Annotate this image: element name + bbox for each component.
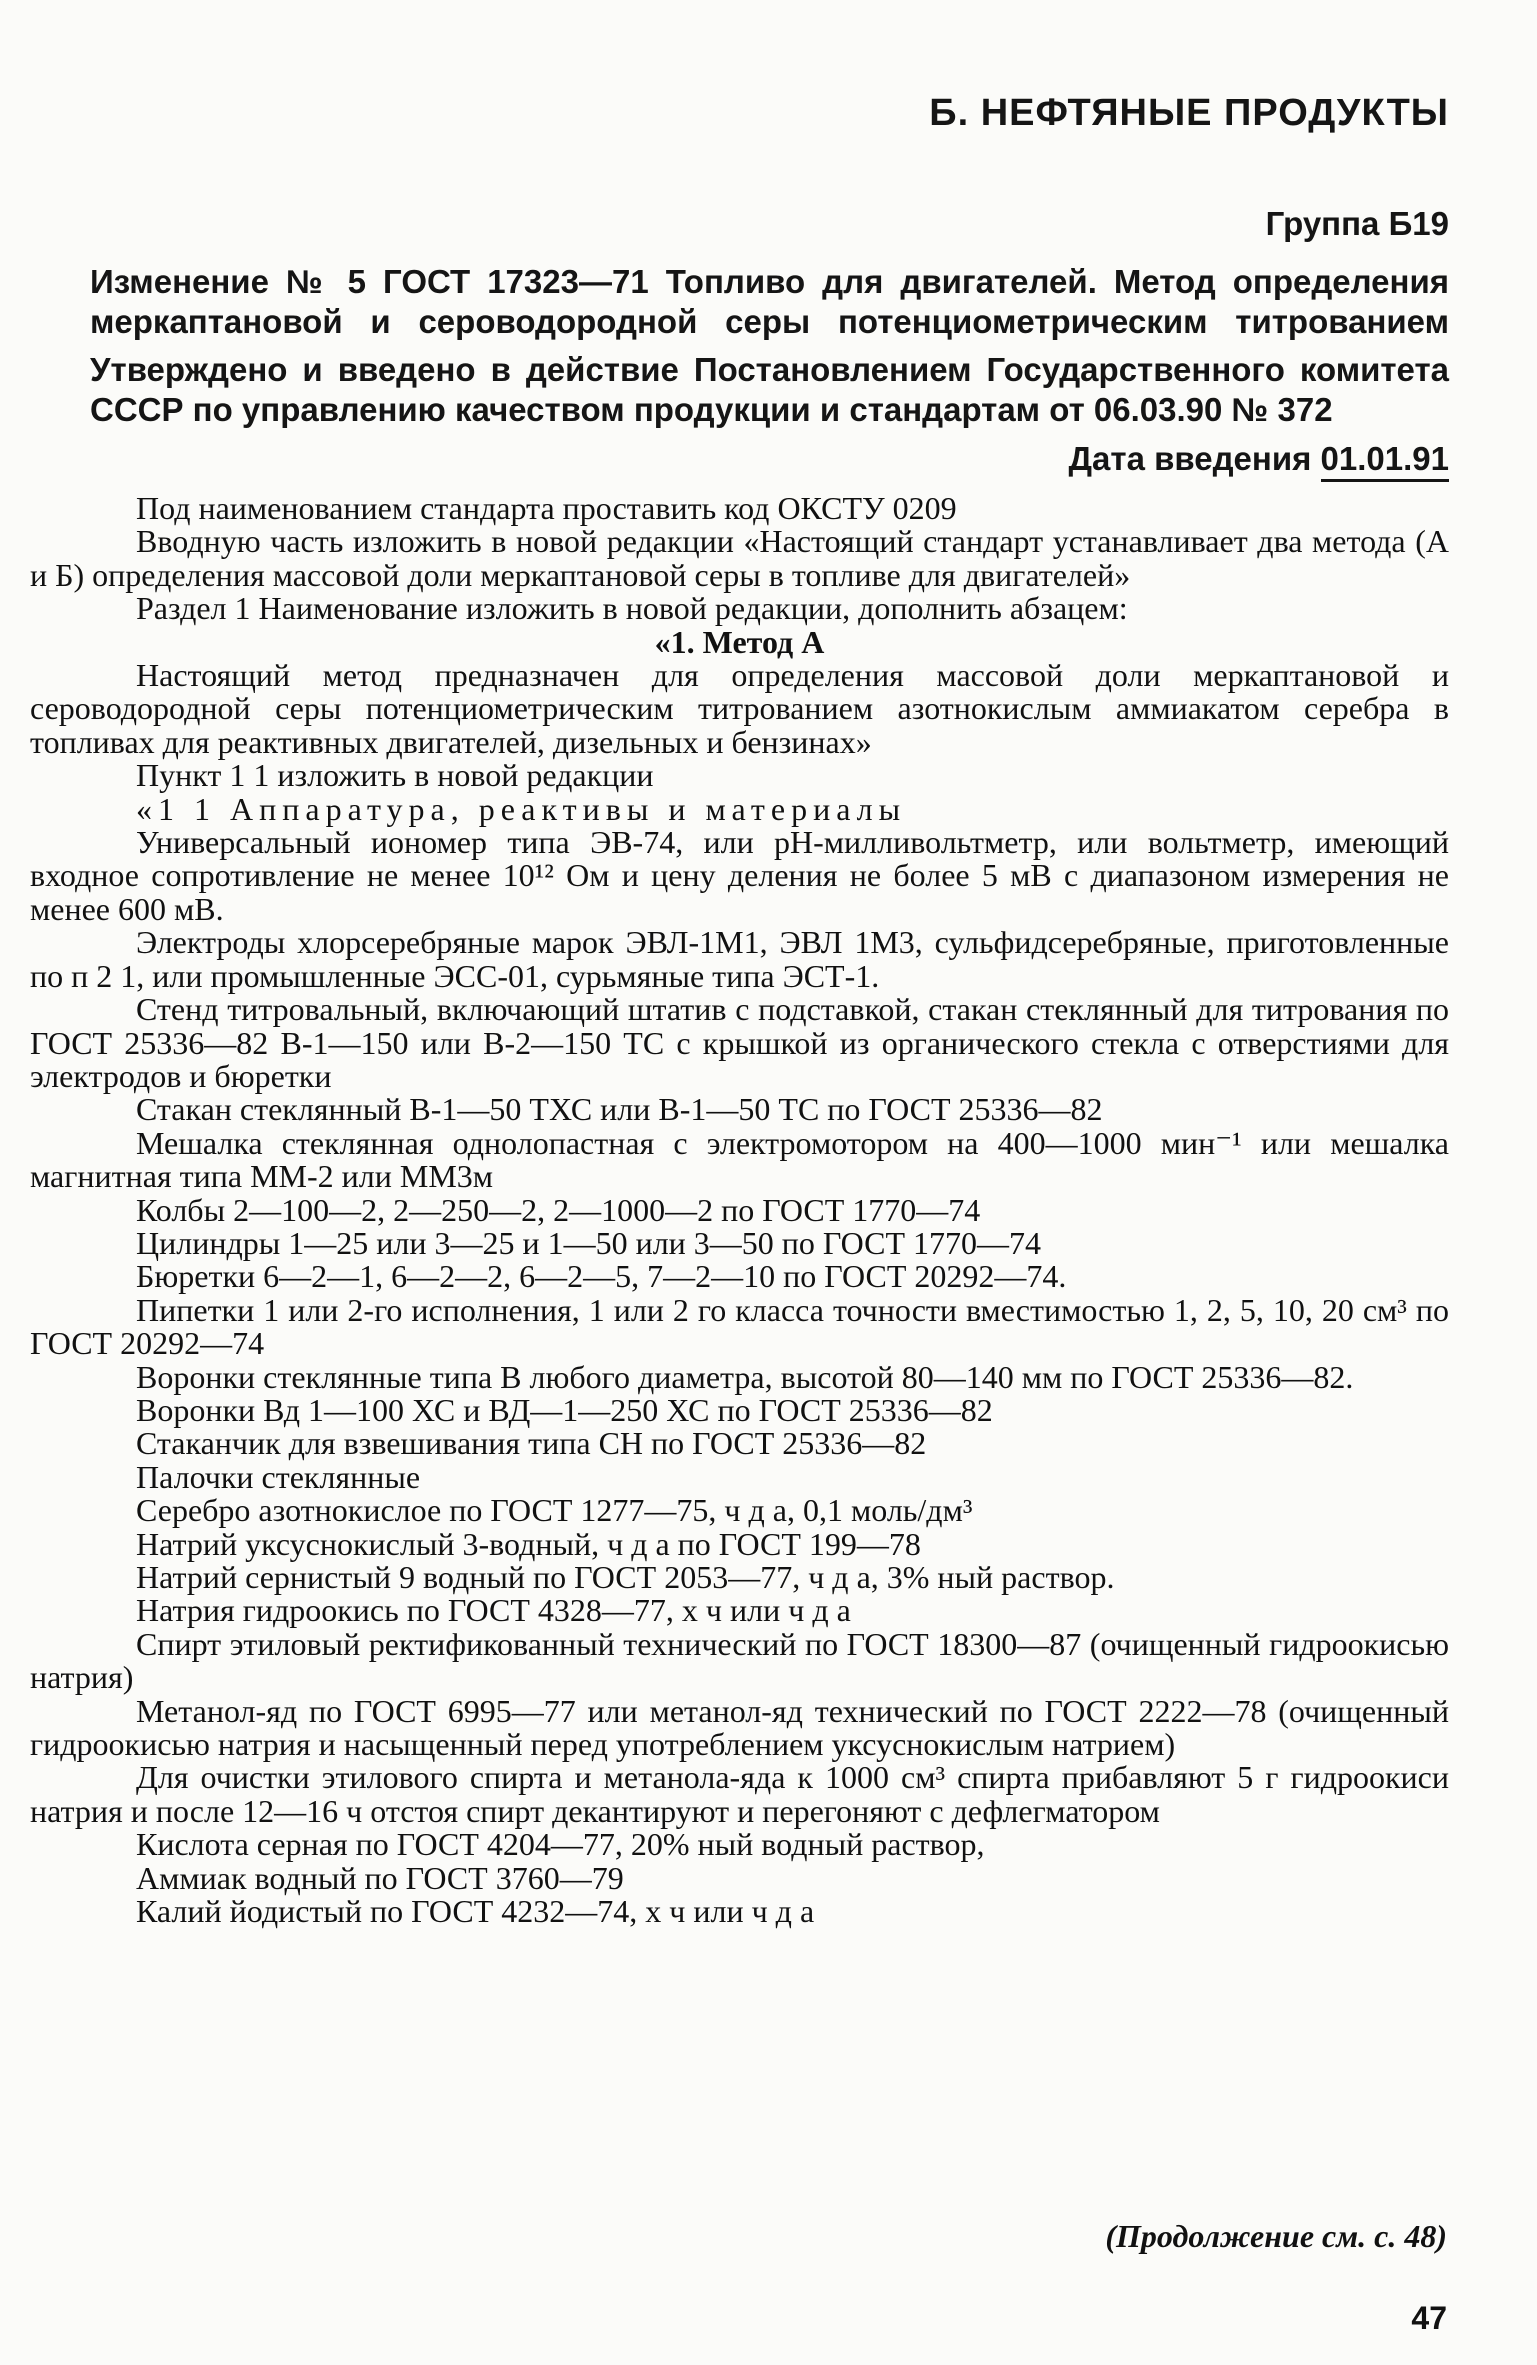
group-label: Группа Б19 xyxy=(1265,205,1449,242)
paragraph: Цилиндры 1—25 или 3—25 и 1—50 или 3—50 по ГОСТ 1770—74 xyxy=(136,1224,1042,1261)
paragraph: Раздел 1 Наименование изложить в новой редакции, дополнить абзацем: xyxy=(136,590,1128,627)
paragraph: Пипетки 1 или 2-го исполнения, 1 или 2 го класса точности вместимостью 1, 2, 5, 10, 20 см³ по ГОСТ 20292—74 xyxy=(30,1291,1449,1362)
page-number: 47 xyxy=(1411,2300,1447,2336)
paragraph: Воронки стеклянные типа В любого диаметра, высотой 80—140 мм по ГОСТ 25336—82. xyxy=(136,1358,1354,1395)
effective-date-value: 01.01.91 xyxy=(1321,440,1449,482)
section-heading: Б. НЕФТЯНЫЕ ПРОДУКТЫ xyxy=(929,92,1449,134)
paragraph: Натрий сернистый 9 водный по ГОСТ 2053—77, ч д а, 3% ный раствор. xyxy=(136,1559,1115,1595)
effective-date xyxy=(90,440,1449,478)
paragraph: Натрия гидроокись по ГОСТ 4328—77, х ч или ч д а xyxy=(136,1592,851,1629)
paragraph: Мешалка стеклянная однолопастная с электромотором на 400—1000 мин⁻¹ или мешалка магнитная типа ММ-2 или ММ3м xyxy=(30,1124,1449,1195)
continuation-note: (Продолжение см. с. 48) xyxy=(1105,2218,1447,2254)
paragraph: Кислота серная по ГОСТ 4204—77, 20% ный водный раствор, xyxy=(136,1826,985,1863)
paragraph: Бюретки 6—2—1, 6—2—2, 6—2—5, 7—2—10 по ГОСТ 20292—74. xyxy=(136,1258,1067,1295)
paragraph: Электроды хлорсеребряные марок ЭВЛ-1М1, ЭВЛ 1М3, сульфидсеребряные, приготовленные по п 2 1, или промышленные ЭСС-01, сурьмяные типа ЭСТ-1. xyxy=(30,924,1449,994)
effective-date-label: Дата введения xyxy=(1068,440,1321,477)
paragraph: Стаканчик для взвешивания типа СН по ГОСТ 25336—82 xyxy=(136,1425,927,1462)
paragraph: Спирт этиловый ректификованный технический по ГОСТ 18300—87 (очищенный гидроокисью натрия) xyxy=(30,1625,1449,1696)
paragraph: Калий йодистый по ГОСТ 4232—74, х ч или ч д а xyxy=(136,1893,815,1930)
paragraph: Пункт 1 1 изложить в новой редакции xyxy=(136,757,654,794)
amendment-title: Изменение № 5 ГОСТ 17323—71 Топливо для двигателей. Метод определения меркаптановой и сероводородной серы потенциометрическим титрованием xyxy=(90,263,1449,340)
paragraph: Серебро азотнокислое по ГОСТ 1277—75, ч д а, 0,1 моль/дм³ xyxy=(136,1492,973,1529)
method-heading: «1. Метод А xyxy=(654,623,825,660)
paragraph: Стенд титровальный, включающий штатив с подставкой, стакан стеклянный для титрования по ГОСТ 25336—82 В-1—150 или В-2—150 ТС с крышкой из органического стекла с отверстиями для электродов и бюретки xyxy=(30,991,1449,1094)
paragraph: Метанол-яд по ГОСТ 6995—77 или метанол-яд технический по ГОСТ 2222—78 (очищенный гидроокисью натрия и насыщенный перед употреблением уксуснокислым натрием) xyxy=(30,1692,1449,1763)
paragraph: Настоящий метод предназначен для определения массовой доли меркаптановой и сероводородной серы потенциометрическим титрованием азотнокислым аммиакатом серебра в топливах для реактивных двигателей, дизельных и бензинах» xyxy=(30,657,1449,760)
paragraph: Под наименованием стандарта проставить код ОКСТУ 0209 xyxy=(136,490,957,526)
approval-statement: Утверждено и введено в действие Постановлением Государственного комитета СССР по управлению качеством продукции и стандартам от 06.03.90 № 372 xyxy=(90,351,1449,428)
subsection-heading: «1 1 Аппаратура, реактивы и материалы xyxy=(136,790,907,827)
paragraph: Для очистки этилового спирта и метанола-яда к 1000 см³ спирта прибавляют 5 г гидроокиси натрия и после 12—16 ч отстоя спирт декантируют и перегоняют с дефлегматором xyxy=(30,1759,1449,1829)
paragraph: Стакан стеклянный В-1—50 ТХС или В-1—50 ТС по ГОСТ 25336—82 xyxy=(136,1091,1103,1128)
paragraph: Воронки Вд 1—100 ХС и ВД—1—250 ХС по ГОСТ 25336—82 xyxy=(136,1391,993,1428)
paragraph: Натрий уксуснокислый 3-водный, ч д а по ГОСТ 199—78 xyxy=(136,1525,921,1562)
paragraph: Колбы 2—100—2, 2—250—2, 2—1000—2 по ГОСТ 1770—74 xyxy=(136,1191,981,1228)
paragraph: Палочки стеклянные xyxy=(136,1458,421,1495)
paragraph: Вводную часть изложить в новой редакции «Настоящий стандарт устанавливает два метода (А и Б) определения массовой доли меркаптановой серы в топливе для двигателей» xyxy=(30,523,1449,593)
document-body xyxy=(30,492,1449,1928)
paragraph: Универсальный иономер типа ЭВ-74, или рН-милливольтметр, или вольтметр, имеющий входное сопротивление не менее 10¹² Ом и цену деления не более 5 мВ с диапазоном измерения не менее 600 мВ. xyxy=(30,824,1449,927)
paragraph: Аммиак водный по ГОСТ 3760—79 xyxy=(136,1859,624,1896)
